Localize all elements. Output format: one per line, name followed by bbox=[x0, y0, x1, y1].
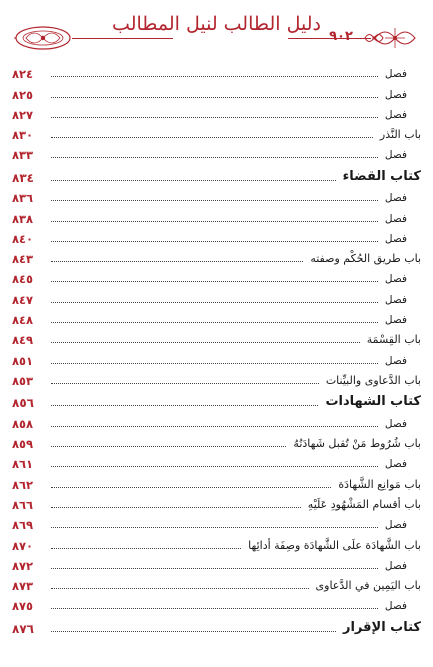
running-title: دليل الطالب لنيل المطالب bbox=[112, 13, 321, 35]
toc-page-number: ٨٢٥ bbox=[12, 87, 34, 102]
toc-subsection-row[interactable] bbox=[12, 186, 421, 206]
toc-subsection-row[interactable] bbox=[12, 348, 421, 368]
toc-entry-label: باب الشَّهادَة علَى الشَّهادَة وصِفَة أدائِها bbox=[248, 538, 421, 552]
toc-page-number: ٨٧٠ bbox=[12, 538, 34, 553]
toc-page-number: ٨٤٥ bbox=[12, 272, 34, 287]
toc-entry-label: باب شُرُوط مَنْ تُقبل شَهادَتُهُ bbox=[293, 437, 421, 451]
toc-page-number: ٨٧٣ bbox=[12, 579, 34, 594]
toc-entry-label: باب الدَّعاوى والبيِّنات bbox=[325, 373, 421, 387]
toc-subsection-row[interactable] bbox=[12, 308, 421, 328]
toc-subsection-row[interactable] bbox=[12, 206, 421, 226]
toc-page-number: ٨٥٨ bbox=[12, 416, 34, 431]
toc-subsection-row[interactable] bbox=[12, 513, 421, 533]
dot-leader bbox=[51, 466, 378, 467]
toc-chapter-row[interactable] bbox=[12, 614, 421, 637]
toc-page-number: ٨٤٩ bbox=[12, 333, 34, 348]
toc-entry-label: باب القِسْمَة bbox=[366, 333, 421, 347]
toc-page-number: ٨٧٢ bbox=[12, 558, 34, 573]
toc-entry-label: فصل bbox=[384, 314, 407, 327]
toc-subsection-row[interactable] bbox=[12, 554, 421, 574]
dot-leader bbox=[51, 548, 241, 549]
dot-leader bbox=[51, 342, 360, 343]
toc-entry-label: كتاب الشهادات bbox=[325, 394, 421, 410]
dot-leader bbox=[51, 241, 378, 242]
toc-page-number: ٨٥٩ bbox=[12, 437, 34, 452]
toc-entry-label: فصل bbox=[384, 273, 407, 286]
toc-page-number: ٨٧٦ bbox=[12, 621, 34, 636]
toc-chapter-row[interactable] bbox=[12, 163, 421, 186]
dot-leader bbox=[51, 363, 378, 364]
dot-leader bbox=[51, 97, 378, 98]
dot-leader bbox=[51, 117, 378, 118]
dot-leader bbox=[51, 608, 378, 609]
toc-page-number: ٨٣٤ bbox=[12, 170, 34, 185]
dot-leader bbox=[51, 383, 319, 384]
dot-leader bbox=[51, 631, 336, 632]
toc-section-row[interactable] bbox=[12, 247, 421, 267]
page-number: ٩٠٢ bbox=[329, 29, 353, 44]
toc-page-number: ٨٦٦ bbox=[12, 497, 34, 512]
toc-entry-label: فصل bbox=[384, 232, 407, 245]
toc-entry-label: كتاب القضاء bbox=[342, 168, 421, 184]
toc-page-number: ٨٥٣ bbox=[12, 373, 34, 388]
toc-page-number: ٨٦٩ bbox=[12, 518, 34, 533]
toc-entry-label: فصل bbox=[384, 519, 407, 532]
toc-entry-label: باب أقسام المَشْهُودِ عَلَيْهِ bbox=[307, 497, 421, 511]
toc-entry-label: فصل bbox=[384, 600, 407, 613]
toc-page-number: ٨٤٠ bbox=[12, 231, 34, 246]
dot-leader bbox=[51, 281, 378, 282]
toc-page-number: ٨٣٨ bbox=[12, 211, 34, 226]
toc-page-number: ٨٥١ bbox=[12, 353, 34, 368]
toc-entry-label: فصل bbox=[384, 559, 407, 572]
toc-section-row[interactable] bbox=[12, 574, 421, 594]
toc-entry-label: كتاب الإقرار bbox=[342, 619, 421, 635]
toc-entry-label: باب طريق الحُكْم وصفته bbox=[310, 252, 421, 266]
toc-page-number: ٨٦٢ bbox=[12, 477, 34, 492]
toc-entry-label: باب اليَمِين في الدَّعاوى bbox=[315, 579, 421, 593]
toc-entry-label: فصل bbox=[384, 88, 407, 101]
toc-subsection-row[interactable] bbox=[12, 287, 421, 307]
dot-leader bbox=[51, 568, 378, 569]
dot-leader bbox=[51, 405, 318, 406]
toc-subsection-row[interactable] bbox=[12, 143, 421, 163]
toc-page-number: ٨٤٧ bbox=[12, 292, 34, 307]
header-rule-left bbox=[72, 38, 173, 39]
toc-page-number: ٨٥٦ bbox=[12, 396, 34, 411]
toc-entry-label: فصل bbox=[384, 354, 407, 367]
toc-entry-label: فصل bbox=[384, 149, 407, 162]
toc-section-row[interactable] bbox=[12, 432, 421, 452]
toc-page-number: ٨٧٥ bbox=[12, 599, 34, 614]
dot-leader bbox=[51, 200, 378, 201]
dot-leader bbox=[51, 487, 331, 488]
toc-section-row[interactable] bbox=[12, 472, 421, 492]
toc-subsection-row[interactable] bbox=[12, 103, 421, 123]
toc-subsection-row[interactable] bbox=[12, 452, 421, 472]
toc-subsection-row[interactable] bbox=[12, 411, 421, 431]
toc-entry-label: فصل bbox=[384, 458, 407, 471]
table-of-contents bbox=[12, 62, 421, 637]
toc-section-row[interactable] bbox=[12, 328, 421, 348]
toc-page-number: ٨٣٠ bbox=[12, 128, 34, 143]
dot-leader bbox=[51, 446, 286, 447]
toc-entry-label: فصل bbox=[384, 212, 407, 225]
dot-leader bbox=[51, 221, 378, 222]
toc-page-number: ٨٣٦ bbox=[12, 191, 34, 206]
toc-page-number: ٨٤٣ bbox=[12, 252, 34, 267]
dot-leader bbox=[51, 322, 378, 323]
toc-subsection-row[interactable] bbox=[12, 594, 421, 614]
toc-section-row[interactable] bbox=[12, 493, 421, 513]
dot-leader bbox=[51, 302, 378, 303]
toc-subsection-row[interactable] bbox=[12, 227, 421, 247]
dot-leader bbox=[51, 180, 336, 181]
dot-leader bbox=[51, 137, 373, 138]
dot-leader bbox=[51, 507, 301, 508]
toc-page-number: ٨٢٤ bbox=[12, 67, 34, 82]
toc-chapter-row[interactable] bbox=[12, 389, 421, 412]
dot-leader bbox=[51, 261, 303, 262]
toc-subsection-row[interactable] bbox=[12, 267, 421, 287]
toc-section-row[interactable] bbox=[12, 123, 421, 143]
toc-entry-label: فصل bbox=[384, 293, 407, 306]
toc-page-number: ٨٢٧ bbox=[12, 107, 34, 122]
toc-section-row[interactable] bbox=[12, 369, 421, 389]
toc-page-number: ٨٣٣ bbox=[12, 148, 34, 163]
toc-entry-label: فصل bbox=[384, 108, 407, 121]
toc-subsection-row[interactable] bbox=[12, 62, 421, 82]
toc-section-row[interactable] bbox=[12, 533, 421, 553]
dot-leader bbox=[51, 76, 378, 77]
toc-entry-label: فصل bbox=[384, 417, 407, 430]
page-header bbox=[14, 8, 419, 48]
toc-entry-label: باب النَّذر bbox=[379, 128, 421, 142]
toc-subsection-row[interactable] bbox=[12, 82, 421, 102]
toc-page-number: ٨٤٨ bbox=[12, 313, 34, 328]
dot-leader bbox=[51, 588, 309, 589]
dot-leader bbox=[51, 527, 378, 528]
toc-entry-label: فصل bbox=[384, 68, 407, 81]
dot-leader bbox=[51, 426, 378, 427]
toc-entry-label: باب مَوانِع الشَّهادَة bbox=[338, 477, 421, 491]
toc-page-number: ٨٦١ bbox=[12, 457, 34, 472]
toc-entry-label: فصل bbox=[384, 192, 407, 205]
dot-leader bbox=[51, 157, 378, 158]
floral-corner-icon bbox=[371, 24, 419, 52]
